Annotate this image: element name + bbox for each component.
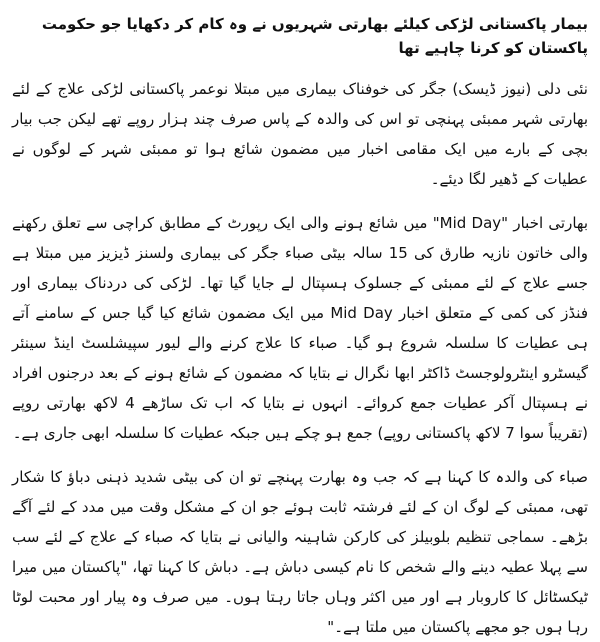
article-paragraph-2: بھارتی اخبار "Mid Day" میں شائع ہونے والی ایک رپورٹ کے مطابق کراچی سے تعلق رکھنے والی خاتون نازیہ طارق کی 15 سالہ بیٹی صباء جگر کی بیماری ولسنز ڈیزیز میں مبتلا ہے جسے علاج کے لئے ممبئی کے جسلوک ہسپتال لے جایا گیا تھا۔ لڑکی کی دردناک بیماری اور فنڈز کی کمی کے متعلق اخبار Mid Day میں ایک مضمون شائع کیا گیا جس کے سامنے آتے ہی عطیات کا سلسلہ شروع ہو گیا۔ صباء کا علاج کرنے والے لیور سپیشلسٹ اینڈ سینئر گیسٹرو اینٹرولوجسٹ ڈاکٹر ابھا نگرال نے بتایا کہ مضمون کے شائع ہونے کے بعد درجنوں افراد نے ہسپتال آکر عطیات جمع کروائے۔ انہوں نے بتایا کہ اب تک ساڑھے 4 لاکھ بھارتی روپے (تقریباً سوا 7 لاکھ پاکستانی روپے) جمع ہو چکے ہیں جبکہ عطیات کا سلسلہ ابھی جاری ہے۔	[12, 214, 589, 442]
article-paragraph-1: نئی دلی (نیوز ڈیسک) جگر کی خوفناک بیماری میں مبتلا نوعمر پاکستانی لڑکی علاج کے لئے بھارتی شہر ممبئی پہنچی تو اس کی والدہ کے پاس صرف چند ہزار روپے تھے لیکن جب بیار بچی کے بارے میں ایک مقامی اخبار میں مضمون شائع ہوا تو ممبئی شہر کے لوگوں نے عطیات کے ڈھیر لگا دیئے۔	[12, 80, 588, 188]
article-paragraph-3: صباء کی والدہ کا کہنا ہے کہ جب وہ بھارت پہنچے تو ان کی بیٹی شدید ذہنی دباؤ کا شکار تھی، ممبئی کے لوگ ان کے لئے فرشتہ ثابت ہوئے جو ان کے مشکل وقت میں مدد کے لئے آگے بڑھے۔ سماجی تنظیم بلوبیلز کی کارکن شاہینہ والیانی نے بتایا کہ صباء کے علاج کے لئے سب سے پہلا عطیہ دینے والے شخص کا نام کیسی دباش ہے۔ دباش کا کہنا تھا، "پاکستان میں میرا ٹیکسٹائل کا کاروبار ہے اور میں اکثر وہاں جاتا رہتا ہوں۔ میں صرف وہ پیار اور محبت لوٹا رہا ہوں جو مجھے پاکستان میں ملتا ہے۔"	[12, 468, 588, 636]
article-title: بیمار پاکستانی لڑکی کیلئے بھارتی شہریوں نے وہ کام کر دکھایا جو حکومت پاکستان کو کرنا چاہیے تھا	[41, 15, 588, 57]
